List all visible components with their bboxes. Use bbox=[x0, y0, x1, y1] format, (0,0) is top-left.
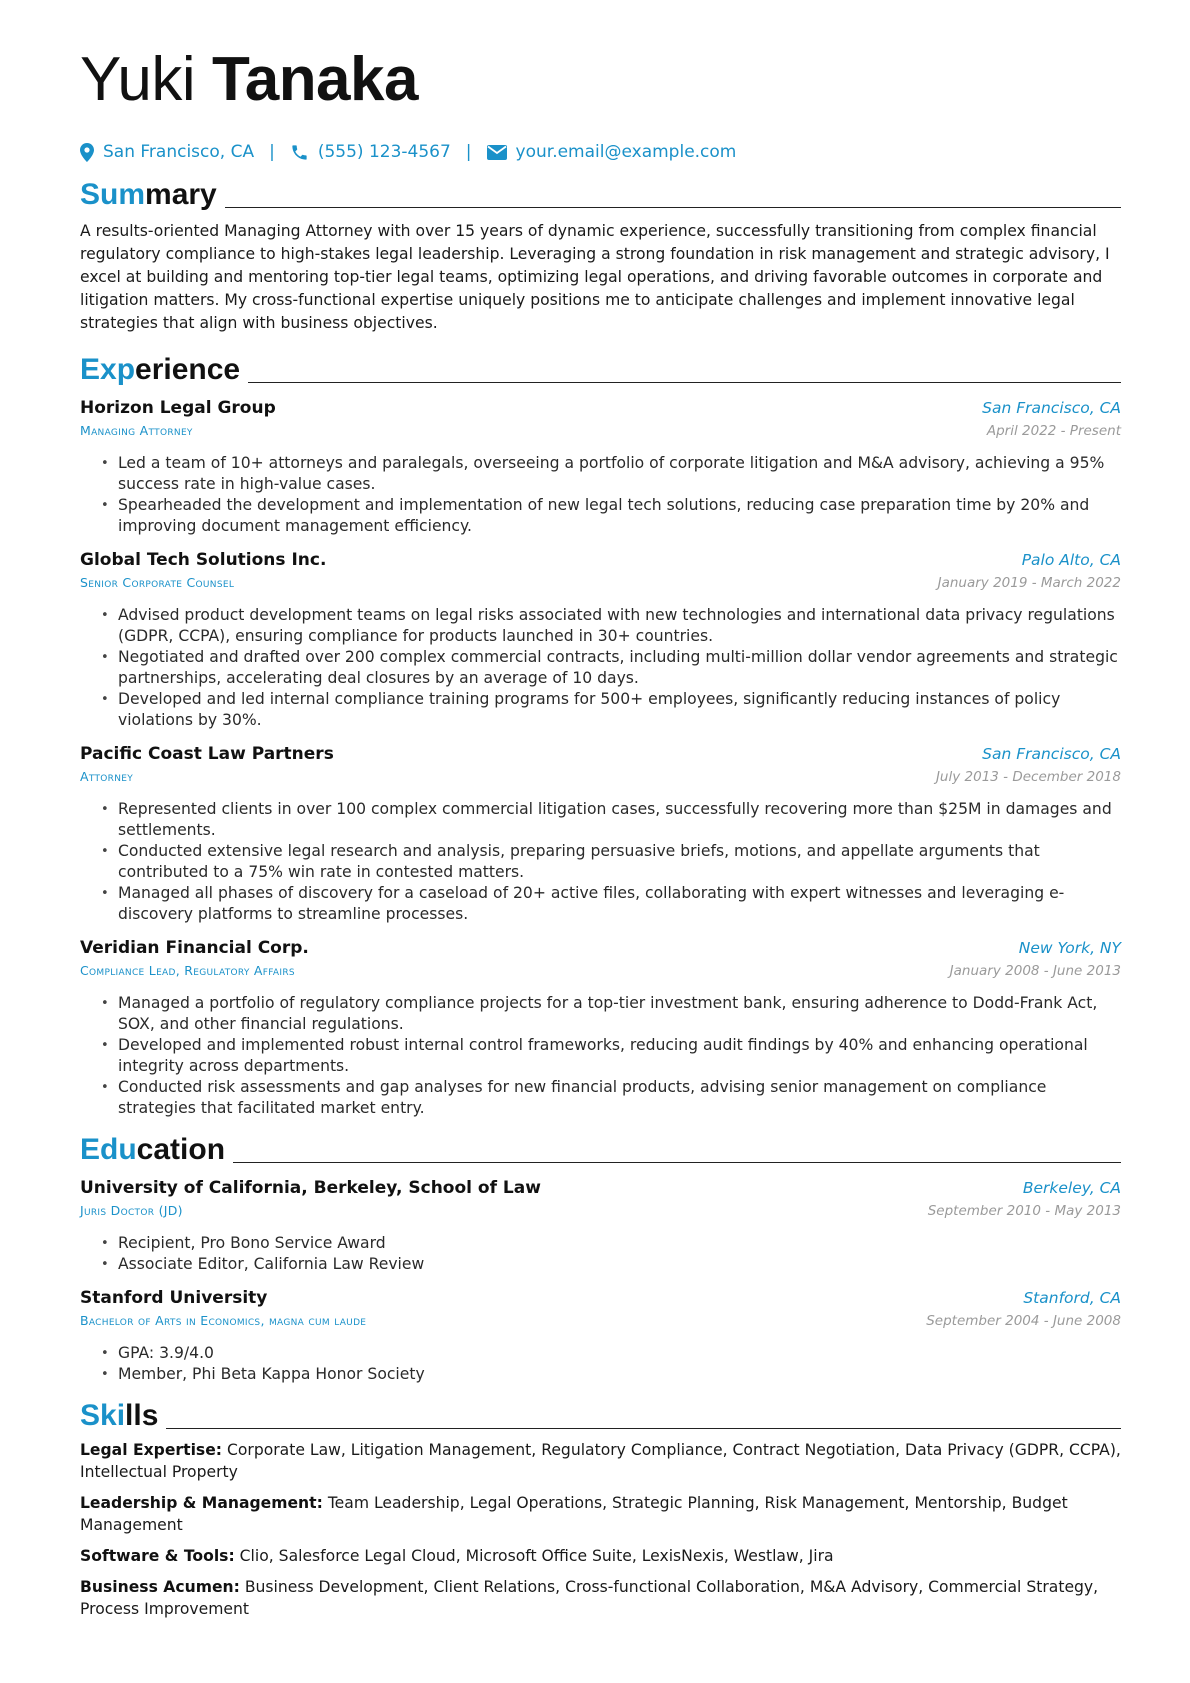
list-item: • Managed a portfolio of regulatory compliance projects for a top-tier investment bank, ensuring adherence to Dodd-Frank Act, SOX, and other financial regulations. bbox=[118, 993, 1121, 1035]
list-item: • Negotiated and drafted over 200 complex commercial contracts, including multi-million dollar vendor agreements and strategic partnerships, accelerating deal closures by an average of 10 days. bbox=[118, 647, 1121, 689]
resume-page bbox=[80, 44, 1121, 1620]
employer-name: Horizon Legal Group bbox=[80, 398, 276, 418]
list-item: • Associate Editor, California Law Review bbox=[118, 1254, 1121, 1275]
section-title: Summary bbox=[80, 178, 217, 211]
school-dates: September 2004 - June 2008 bbox=[926, 1313, 1121, 1329]
list-item: • Represented clients in over 100 complex commercial litigation cases, successfully recovering more than $25M in damages and settlements. bbox=[118, 799, 1121, 841]
skill-row bbox=[80, 1576, 1121, 1620]
employer-name: Pacific Coast Law Partners bbox=[80, 744, 334, 764]
job-title: Attorney bbox=[80, 769, 134, 784]
experience-entry bbox=[80, 937, 1121, 1119]
job-title: Managing Attorney bbox=[80, 423, 193, 438]
achievement-list bbox=[80, 605, 1121, 731]
skill-category: Business Acumen: bbox=[80, 1578, 240, 1596]
job-location: San Francisco, CA bbox=[982, 399, 1121, 417]
job-location: New York, NY bbox=[1018, 939, 1121, 957]
school-location: Berkeley, CA bbox=[1022, 1179, 1121, 1197]
list-item: • Recipient, Pro Bono Service Award bbox=[118, 1233, 1121, 1254]
experience-entry bbox=[80, 397, 1121, 537]
employer-name: Veridian Financial Corp. bbox=[80, 938, 309, 958]
skill-row bbox=[80, 1492, 1121, 1536]
location-text: San Francisco, CA bbox=[103, 142, 255, 162]
list-item: • Led a team of 10+ attorneys and paralegals, overseeing a portfolio of corporate litigation and M&A advisory, achieving a 95% success rate in high-value cases. bbox=[118, 453, 1121, 495]
job-dates: January 2008 - June 2013 bbox=[949, 963, 1121, 979]
honors-list bbox=[80, 1343, 1121, 1385]
section-heading bbox=[80, 174, 1121, 212]
job-dates: April 2022 - Present bbox=[986, 423, 1121, 439]
skill-row bbox=[80, 1545, 1121, 1567]
location-item bbox=[80, 140, 254, 164]
school-dates: September 2010 - May 2013 bbox=[927, 1203, 1121, 1219]
contact-line bbox=[80, 140, 1121, 164]
job-location: Palo Alto, CA bbox=[1021, 551, 1121, 569]
job-dates: January 2019 - March 2022 bbox=[937, 575, 1121, 591]
skill-list: Team Leadership, Legal Operations, Strategic Planning, Risk Management, Mentorship, Budget Management bbox=[80, 1494, 1068, 1534]
contact-separator: | bbox=[465, 142, 472, 162]
summary-section bbox=[80, 174, 1121, 335]
education-entry bbox=[80, 1287, 1121, 1385]
skill-category: Legal Expertise: bbox=[80, 1441, 223, 1459]
phone-item[interactable] bbox=[290, 140, 451, 164]
envelope-icon bbox=[487, 145, 507, 160]
honors-list bbox=[80, 1233, 1121, 1275]
email-item[interactable] bbox=[487, 140, 737, 164]
list-item: • Developed and led internal compliance training programs for 500+ employees, significantly reducing instances of policy violations by 30%. bbox=[118, 689, 1121, 731]
degree: Juris Doctor (JD) bbox=[80, 1203, 183, 1218]
experience-section bbox=[80, 349, 1121, 1119]
list-item: • Conducted risk assessments and gap analyses for new financial products, advising senior management on compliance strategies that facilitated market entry. bbox=[118, 1077, 1121, 1119]
summary-text: A results-oriented Managing Attorney with over 15 years of dynamic experience, successfully transitioning from complex financial regulatory compliance to high-stakes legal leadership. Leveraging a strong foundation in risk management and strategic advisory, I excel at building and mentoring top-tier legal teams, optimizing legal operations, and driving favorable outcomes in corporate and litigation matters. My cross-functional expertise uniquely positions me to anticipate challenges and implement innovative legal strategies that align with business objectives. bbox=[80, 222, 1110, 332]
list-item: • Managed all phases of discovery for a caseload of 20+ active files, collaborating with expert witnesses and leveraging e-discovery platforms to streamline processes. bbox=[118, 883, 1121, 925]
contact-separator: | bbox=[269, 142, 275, 162]
education-entry bbox=[80, 1177, 1121, 1275]
experience-entry bbox=[80, 549, 1121, 731]
job-dates: July 2013 - December 2018 bbox=[935, 769, 1121, 785]
section-heading bbox=[80, 1129, 1121, 1167]
school-name: Stanford University bbox=[80, 1288, 268, 1308]
skill-category: Software & Tools: bbox=[80, 1547, 235, 1565]
skill-list: Clio, Salesforce Legal Cloud, Microsoft Office Suite, LexisNexis, Westlaw, Jira bbox=[239, 1547, 834, 1565]
skill-category: Leadership & Management: bbox=[80, 1494, 323, 1512]
achievement-list bbox=[80, 993, 1121, 1119]
list-item: • Spearheaded the development and implementation of new legal tech solutions, reducing case preparation time by 20% and improving document management efficiency. bbox=[118, 495, 1121, 537]
first-name: Yuki bbox=[80, 45, 196, 114]
degree: Bachelor of Arts in Economics, magna cum laude bbox=[80, 1313, 367, 1328]
last-name: Tanaka bbox=[211, 45, 419, 114]
list-item: • Advised product development teams on legal risks associated with new technologies and international data privacy regulations (GDPR, CCPA), ensuring compliance for products launched in 30+ countries. bbox=[118, 605, 1121, 647]
employer-name: Global Tech Solutions Inc. bbox=[80, 550, 327, 570]
section-divider bbox=[248, 382, 1121, 383]
list-item: • GPA: 3.9/4.0 bbox=[118, 1343, 1121, 1364]
skill-row bbox=[80, 1439, 1121, 1483]
section-divider bbox=[233, 1162, 1121, 1163]
phone-text[interactable]: (555) 123-4567 bbox=[317, 142, 451, 162]
achievement-list bbox=[80, 799, 1121, 925]
list-item: • Developed and implemented robust internal control frameworks, reducing audit findings by 40% and enhancing operational integrity across departments. bbox=[118, 1035, 1121, 1077]
job-title: Compliance Lead, Regulatory Affairs bbox=[80, 963, 295, 978]
skill-list: Business Development, Client Relations, Cross-functional Collaboration, M&A Advisory, Commercial Strategy, Process Improvement bbox=[80, 1578, 1099, 1618]
job-title: Senior Corporate Counsel bbox=[80, 575, 235, 590]
email-link[interactable]: your.email@example.com bbox=[515, 142, 737, 162]
experience-entry bbox=[80, 743, 1121, 925]
job-location: San Francisco, CA bbox=[982, 745, 1121, 763]
phone-icon bbox=[290, 143, 309, 162]
candidate-name bbox=[80, 44, 1121, 116]
skills-section bbox=[80, 1395, 1121, 1620]
list-item: • Member, Phi Beta Kappa Honor Society bbox=[118, 1364, 1121, 1385]
section-heading bbox=[80, 349, 1121, 387]
section-title: Experience bbox=[80, 353, 241, 386]
education-section bbox=[80, 1129, 1121, 1385]
school-location: Stanford, CA bbox=[1023, 1289, 1121, 1307]
achievement-list bbox=[80, 453, 1121, 537]
section-heading bbox=[80, 1395, 1121, 1433]
skill-list: Corporate Law, Litigation Management, Regulatory Compliance, Contract Negotiation, Data Privacy (GDPR, CCPA), Intellectual Property bbox=[80, 1441, 1121, 1481]
section-title: Skills bbox=[80, 1399, 159, 1432]
section-divider bbox=[166, 1428, 1121, 1429]
section-divider bbox=[225, 207, 1121, 208]
section-title: Education bbox=[80, 1133, 226, 1166]
map-pin-icon bbox=[80, 143, 94, 162]
school-name: University of California, Berkeley, School of Law bbox=[80, 1178, 541, 1198]
list-item: • Conducted extensive legal research and analysis, preparing persuasive briefs, motions, and appellate arguments that contributed to a 75% win rate in contested matters. bbox=[118, 841, 1121, 883]
